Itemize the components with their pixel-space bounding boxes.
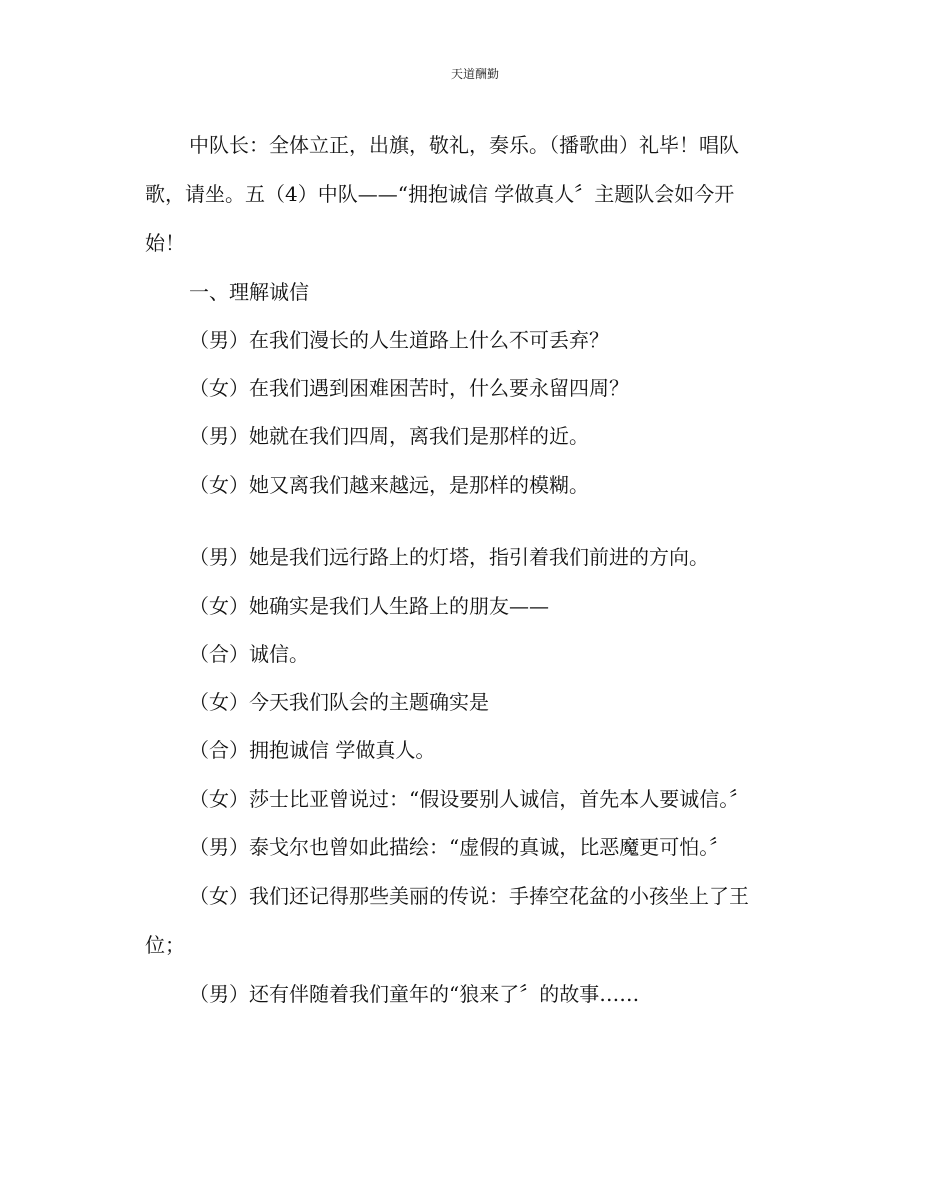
- paragraph-line: 始！: [145, 231, 185, 255]
- dialogue-line: （合）诚信。: [189, 642, 309, 666]
- dialogue-line: （男）她就在我们四周，离我们是那样的近。: [189, 424, 589, 448]
- paragraph-line: 中队长：全体立正，出旗，敬礼，奏乐。（播歌曲）礼毕！唱队: [189, 133, 739, 157]
- dialogue-line: （女）她确实是我们人生路上的朋友——: [189, 594, 549, 618]
- dialogue-line: （男）在我们漫长的人生道路上什么不可丢弃？: [189, 328, 609, 352]
- dialogue-line: （合）拥抱诚信 学做真人。: [189, 738, 436, 762]
- dialogue-line: （男）她是我们远行路上的灯塔，指引着我们前进的方向。: [189, 545, 709, 569]
- page-header: 天道酬勤: [450, 67, 499, 81]
- dialogue-line: （女）她又离我们越来越远，是那样的模糊。: [189, 473, 589, 497]
- section-heading: 一、理解诚信: [189, 280, 309, 304]
- dialogue-line: （男）泰戈尔也曾如此描绘：“虚假的真诚，比恶魔更可怕。〞: [189, 835, 730, 859]
- dialogue-line: 位；: [145, 933, 185, 957]
- dialogue-line: （女）在我们遇到困难困苦时，什么要永留四周？: [189, 376, 629, 400]
- dialogue-line: （男）还有伴随着我们童年的“狼来了〞的故事……: [189, 982, 640, 1006]
- dialogue-line: （女）我们还记得那些美丽的传说：手捧空花盆的小孩坐上了王: [189, 884, 749, 908]
- paragraph-line: 歌，请坐。五（4）中队——“拥抱诚信 学做真人〞主题队会如今开: [145, 182, 735, 206]
- dialogue-line: （女）莎士比亚曾说过：“假设要别人诚信，首先本人要诚信。〞: [189, 787, 750, 811]
- dialogue-line: （女）今天我们队会的主题确实是: [189, 690, 489, 714]
